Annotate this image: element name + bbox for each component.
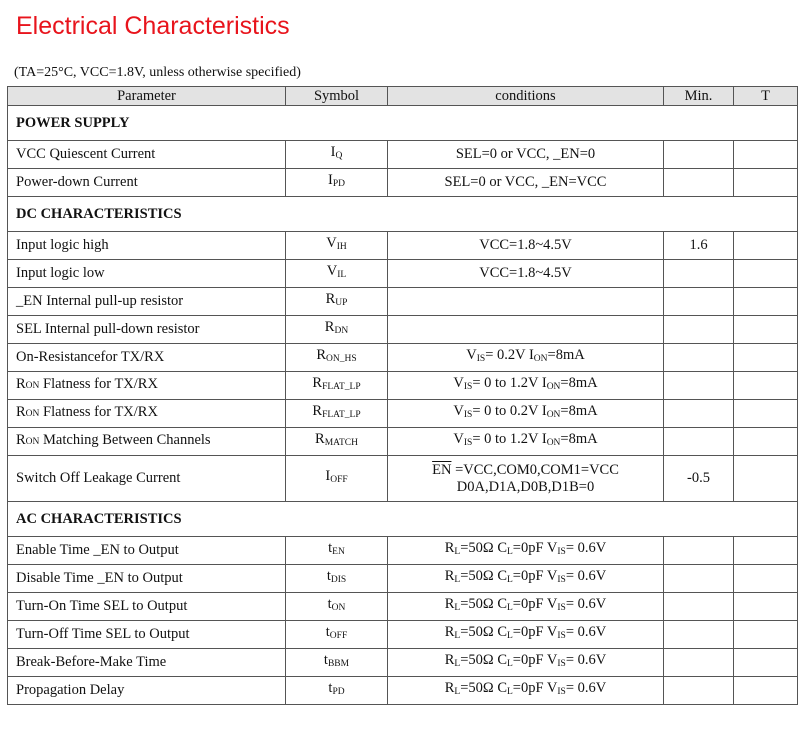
conditions-cell (388, 288, 664, 316)
table-row (8, 400, 798, 428)
symbol-cell: $I_{PD}$ (286, 169, 388, 197)
parameter-cell: Input logic high (8, 232, 286, 260)
parameter-cell: VCC Quiescent Current (8, 141, 286, 169)
symbol-cell: $t_{ON}$ (286, 593, 388, 621)
table-row (8, 141, 798, 169)
section-row (8, 502, 798, 537)
typ-cell (734, 593, 798, 621)
min-cell (664, 260, 734, 288)
electrical-characteristics-table-wrap (7, 86, 770, 750)
table-row (8, 677, 798, 705)
parameter-cell: Power-down Current (8, 169, 286, 197)
typ-cell (734, 565, 798, 593)
symbol-cell: $t_{DIS}$ (286, 565, 388, 593)
header-min: Min. (664, 87, 734, 106)
section-title: POWER SUPPLY (8, 106, 798, 141)
parameter-cell: RON Flatness for TX/RX (8, 372, 286, 400)
typ-cell (734, 649, 798, 677)
min-cell (664, 565, 734, 593)
typ-cell (734, 400, 798, 428)
symbol-cell: $V_{IH}$ (286, 232, 388, 260)
header-conditions: conditions (388, 87, 664, 106)
conditions-cell: $\overline{EN} =VCC,COM0,COM1=VCC$ D0A,D1A,D0B,D1B=0 (388, 456, 664, 502)
min-cell (664, 288, 734, 316)
table-row (8, 537, 798, 565)
conditions-cell (388, 316, 664, 344)
conditions-cell: $R_L=50\Omega$ $C_L=0pF$ $V_{IS}= 0.6V$ (388, 649, 664, 677)
min-cell (664, 621, 734, 649)
parameter-cell: Turn-Off Time SEL to Output (8, 621, 286, 649)
parameter-cell: Switch Off Leakage Current (8, 456, 286, 502)
table-row (8, 456, 798, 502)
table-row (8, 316, 798, 344)
table-row (8, 260, 798, 288)
parameter-cell: On-Resistancefor TX/RX (8, 344, 286, 372)
typ-cell (734, 456, 798, 502)
conditions-cell: $R_L=50\Omega$ $C_L=0pF$ $V_{IS}= 0.6V$ (388, 677, 664, 705)
parameter-cell: RON Matching Between Channels (8, 428, 286, 456)
typ-cell (734, 316, 798, 344)
min-cell (664, 372, 734, 400)
min-cell: -0.5 (664, 456, 734, 502)
typ-cell (734, 428, 798, 456)
typ-cell (734, 169, 798, 197)
table-row (8, 288, 798, 316)
symbol-cell: $R_{MATCH}$ (286, 428, 388, 456)
section-title: AC CHARACTERISTICS (8, 502, 798, 537)
min-cell (664, 537, 734, 565)
header-typ-cut: T (734, 87, 798, 106)
header-row (8, 87, 798, 106)
conditions-cell: $R_L=50\Omega$ $C_L=0pF$ $V_{IS}= 0.6V$ (388, 565, 664, 593)
symbol-cell: $t_{BBM}$ (286, 649, 388, 677)
parameter-cell: Enable Time _EN to Output (8, 537, 286, 565)
typ-cell (734, 677, 798, 705)
min-cell (664, 677, 734, 705)
table-row (8, 593, 798, 621)
symbol-cell: $R_{DN}$ (286, 316, 388, 344)
typ-cell (734, 260, 798, 288)
table-row (8, 344, 798, 372)
section-title: DC CHARACTERISTICS (8, 197, 798, 232)
conditions-cell: $V_{IS}= 0.2V$ $I_{ON}=8mA$ (388, 344, 664, 372)
symbol-cell: $I_{OFF}$ (286, 456, 388, 502)
section-row (8, 106, 798, 141)
conditions-cell: VCC=1.8~4.5V (388, 232, 664, 260)
symbol-cell: $R_{FLAT\_LP}$ (286, 400, 388, 428)
min-cell: 1.6 (664, 232, 734, 260)
table-row (8, 649, 798, 677)
page-title: Electrical Characteristics (16, 12, 290, 40)
symbol-cell: $t_{EN}$ (286, 537, 388, 565)
symbol-cell: $V_{IL}$ (286, 260, 388, 288)
header-parameter: Parameter (8, 87, 286, 106)
table-row (8, 169, 798, 197)
typ-cell (734, 141, 798, 169)
min-cell (664, 344, 734, 372)
min-cell (664, 316, 734, 344)
symbol-cell: $R_{ON\_HS}$ (286, 344, 388, 372)
min-cell (664, 400, 734, 428)
table-row (8, 621, 798, 649)
min-cell (664, 649, 734, 677)
conditions-cell: $V_{IS}= 0$ to 0.2V $I_{ON}=8mA$ (388, 400, 664, 428)
conditions-cell: $V_{IS}= 0$ to 1.2V $I_{ON}=8mA$ (388, 428, 664, 456)
parameter-cell: SEL Internal pull-down resistor (8, 316, 286, 344)
parameter-cell: Disable Time _EN to Output (8, 565, 286, 593)
parameter-cell: Input logic low (8, 260, 286, 288)
symbol-cell: $t_{PD}$ (286, 677, 388, 705)
table-row (8, 372, 798, 400)
table-row (8, 565, 798, 593)
section-row (8, 197, 798, 232)
conditions-cell: SEL=0 or VCC, _EN=0 (388, 141, 664, 169)
typ-cell (734, 621, 798, 649)
min-cell (664, 593, 734, 621)
typ-cell (734, 288, 798, 316)
min-cell (664, 169, 734, 197)
conditions-cell: SEL=0 or VCC, _EN=VCC (388, 169, 664, 197)
conditions-cell: $V_{IS}= 0$ to 1.2V $I_{ON}=8mA$ (388, 372, 664, 400)
parameter-cell: RON Flatness for TX/RX (8, 400, 286, 428)
min-cell (664, 141, 734, 169)
typ-cell (734, 372, 798, 400)
parameter-cell: _EN Internal pull-up resistor (8, 288, 286, 316)
conditions-cell: $R_L=50\Omega$ $C_L=0pF$ $V_{IS}= 0.6V$ (388, 537, 664, 565)
test-conditions-note: (TA=25°C, VCC=1.8V, unless otherwise specified) (14, 65, 301, 80)
parameter-cell: Break-Before-Make Time (8, 649, 286, 677)
typ-cell (734, 232, 798, 260)
min-cell (664, 428, 734, 456)
typ-cell (734, 344, 798, 372)
symbol-cell: $t_{OFF}$ (286, 621, 388, 649)
symbol-cell: $I_Q$ (286, 141, 388, 169)
parameter-cell: Propagation Delay (8, 677, 286, 705)
conditions-cell: $R_L=50\Omega$ $C_L=0pF$ $V_{IS}= 0.6V$ (388, 621, 664, 649)
symbol-cell: $R_{FLAT\_LP}$ (286, 372, 388, 400)
table-row (8, 232, 798, 260)
header-symbol: Symbol (286, 87, 388, 106)
symbol-cell: $R_{UP}$ (286, 288, 388, 316)
typ-cell (734, 537, 798, 565)
table-row (8, 428, 798, 456)
parameter-cell: Turn-On Time SEL to Output (8, 593, 286, 621)
conditions-cell: VCC=1.8~4.5V (388, 260, 664, 288)
conditions-cell: $R_L=50\Omega$ $C_L=0pF$ $V_{IS}= 0.6V$ (388, 593, 664, 621)
electrical-characteristics-table (7, 86, 798, 705)
